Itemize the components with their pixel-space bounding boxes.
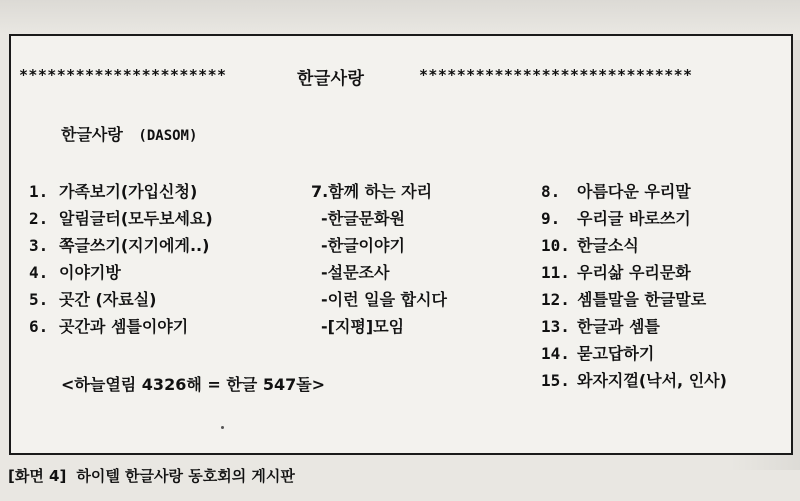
menu-item-number: 2. [29,209,49,228]
subtitle-korean: 한글사랑 [61,125,123,144]
menu-column-3 [541,178,727,394]
menu-item-number: 1. [29,182,49,201]
menu-item-1[interactable] [29,178,213,205]
submenu-item-jipyeong-group[interactable]: -[지평]모임 [321,317,405,336]
menu-item-number: 14. [541,344,570,363]
menu-item-5[interactable] [29,286,213,313]
menu-item-10[interactable] [541,232,727,259]
subtitle-english: (DASOM) [138,128,198,144]
menu-item-7[interactable] [311,178,447,205]
menu-item-number: 6. [29,317,49,336]
menu-item-number: 7. [311,182,329,201]
menu-column-1 [29,178,213,340]
menu-item-6[interactable] [29,313,213,340]
menu-item-number: 15. [541,371,570,390]
menu-item-label: 쪽글쓰기(지기에게..) [59,236,210,255]
submenu-item-survey[interactable]: -설문조사 [321,263,390,282]
submenu-item-activities[interactable]: -이런 일을 합시다 [321,290,447,309]
menu-column-2 [311,178,447,340]
menu-item-8[interactable] [541,178,727,205]
menu-item-9[interactable] [541,205,727,232]
submenu-item-hangul-culture[interactable]: -한글문화원 [321,209,405,228]
menu-item-2[interactable] [29,205,213,232]
menu-item-number: 9. [541,209,561,228]
menu-item-number: 10. [541,236,570,255]
menu-item-label: 알림글터(모두보세요) [59,209,213,228]
submenu-item-hangul-story[interactable]: -한글이야기 [321,236,405,255]
menu-item-label: 묻고답하기 [577,344,655,363]
figure-caption [8,465,295,486]
menu-item-number: 13. [541,317,570,336]
menu-item-12[interactable] [541,286,727,313]
figure-number: [화면 4] [8,467,67,485]
menu-item-14[interactable] [541,340,727,367]
screen-speck [221,426,224,429]
menu-item-label: 아름다운 우리말 [577,182,691,201]
menu-item-15[interactable] [541,367,727,394]
terminal-screen [9,34,793,455]
figure-caption-text: 하이텔 한글사랑 동호회의 게시판 [76,467,295,485]
menu-banner [11,64,791,88]
menu-item-label: 한글과 셈틀 [577,317,660,336]
banner-stars-left: ********************** [19,66,227,84]
menu-item-label: 셈틀말을 한글말로 [577,290,707,309]
menu-item-label: 함께 하는 자리 [328,182,433,201]
menu-item-label: 한글소식 [577,236,639,255]
menu-item-label: 우리글 바로쓰기 [577,209,691,228]
banner-stars-right: ***************************** [419,66,693,84]
page-top-bleed [0,0,800,34]
menu-item-number: 12. [541,290,570,309]
board-subtitle [61,122,197,145]
menu-item-4[interactable] [29,259,213,286]
menu-item-number: 8. [541,182,561,201]
menu-item-3[interactable] [29,232,213,259]
menu-item-label: 우리삶 우리문화 [577,263,691,282]
board-title: 한글사랑 [297,69,365,89]
menu-item-label: 곳간과 셈틀이야기 [59,317,189,336]
menu-item-number: 5. [29,290,49,309]
menu-item-13[interactable] [541,313,727,340]
menu-item-11[interactable] [541,259,727,286]
date-footer: <하늘열림 4326해 = 한글 547돌> [61,375,326,394]
menu-item-number: 11. [541,263,570,282]
menu-item-number: 3. [29,236,49,255]
menu-item-label: 가족보기(가입신청) [59,182,198,201]
menu-item-number: 4. [29,263,49,282]
menu-item-label: 와자지껄(낙서, 인사) [577,371,727,390]
menu-item-label: 이야기방 [59,263,121,282]
menu-item-label: 곳간 (자료실) [59,290,157,309]
